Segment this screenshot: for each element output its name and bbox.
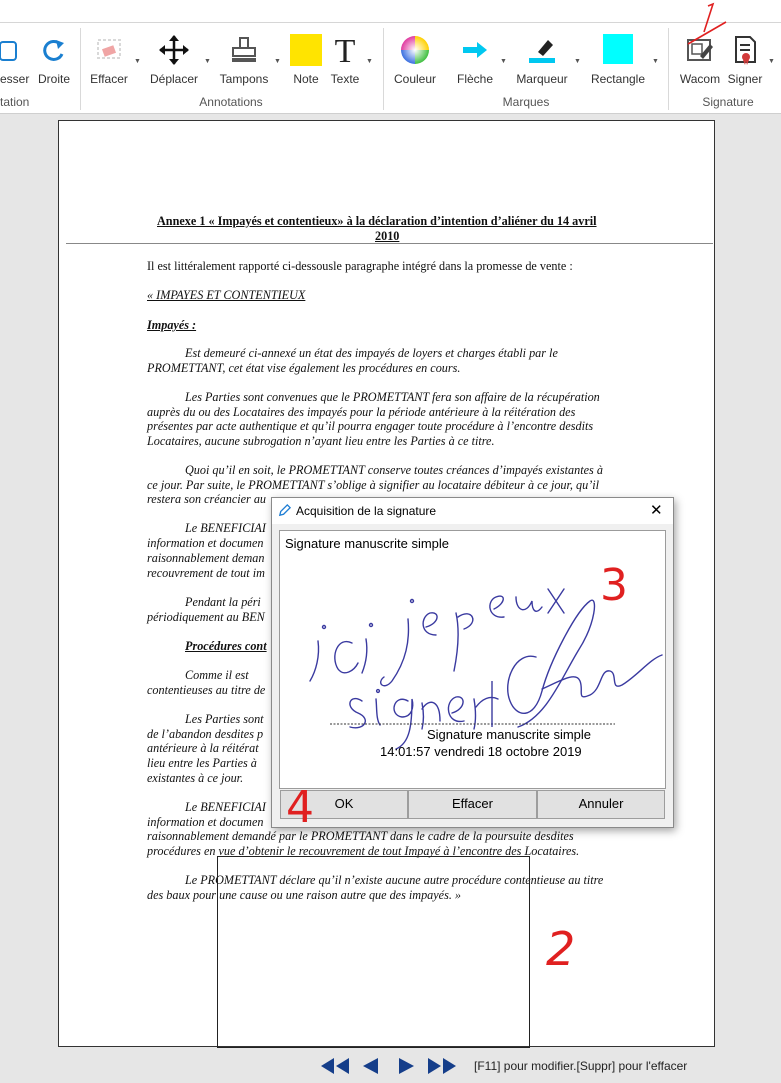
paragraph-line: information et documen	[147, 536, 264, 550]
paragraph-line: information et documen	[147, 815, 264, 829]
document-title-line-1: Annexe 1 « Impayés et contentieux» à la déclaration d’intention d’aliéner du 14 avril	[157, 214, 597, 228]
color-label: Couleur	[393, 72, 437, 86]
group-separator	[80, 28, 81, 110]
group-label-signature: Signature	[702, 95, 754, 109]
ribbon-toolbar	[0, 0, 781, 114]
signature-placement-box[interactable]	[217, 856, 530, 1048]
pen-icon	[277, 503, 292, 518]
rectangle-label: Rectangle	[590, 72, 646, 86]
heading-procedures: Procédures cont	[185, 639, 267, 653]
previous-page-icon[interactable]	[361, 1057, 379, 1075]
color-wheel-icon	[399, 34, 431, 66]
svg-text:T: T	[334, 34, 356, 66]
group-label-annotations: Annotations	[199, 95, 263, 109]
paragraph-line: Comme il est	[185, 668, 249, 682]
heading-impayes-contentieux: « IMPAYES ET CONTENTIEUX	[147, 288, 306, 302]
paragraph-line: recouvrement de tout im	[147, 566, 265, 580]
move-arrows-icon	[158, 34, 190, 66]
dialog-title-bar	[272, 498, 673, 524]
marker-dropdown-icon[interactable]: ▼	[574, 58, 581, 65]
next-page-icon[interactable]	[398, 1057, 416, 1075]
signature-caption: Signature manuscrite simple	[427, 727, 592, 742]
arrow-label: Flèche	[456, 72, 494, 86]
eraser-label: Effacer	[90, 72, 128, 86]
rectangle-button[interactable]	[586, 30, 650, 90]
rectangle-dropdown-icon[interactable]: ▼	[652, 58, 659, 65]
wacom-label: Wacom	[679, 72, 721, 86]
text-label: Texte	[330, 72, 360, 86]
paragraph-line: restera son créancier au	[147, 492, 267, 506]
dialog-title: Acquisition de la signature	[296, 504, 437, 518]
paragraph-line: Le BENEFICIAI	[185, 800, 266, 814]
text-dropdown-icon[interactable]: ▼	[366, 58, 373, 65]
move-label: Déplacer	[149, 72, 199, 86]
stamp-icon	[228, 34, 260, 66]
paragraph-line: contentieuses au titre de	[147, 683, 266, 697]
annotation-number-3: 3	[600, 560, 628, 611]
move-dropdown-icon[interactable]: ▼	[204, 58, 211, 65]
paragraph-line: auprès du ou des Locataires des impayés pour la période antérieure à la réitération des	[147, 405, 576, 419]
marker-button[interactable]	[512, 30, 572, 90]
move-button[interactable]	[146, 30, 202, 90]
sign-label: Signer	[727, 72, 763, 86]
cancel-button[interactable]: Annuler	[537, 790, 665, 819]
marker-label: Marqueur	[516, 72, 568, 86]
paragraph-line: existantes à ce jour.	[147, 771, 244, 785]
annotation-number-1	[684, 2, 732, 48]
annotation-1-text: 1	[684, 2, 685, 3]
paragraph-line: périodiquement au BEN	[147, 610, 265, 624]
sign-document-icon	[729, 34, 761, 66]
paragraph-line: Pendant la péri	[185, 595, 261, 609]
document-title-line-2: 2010	[375, 229, 400, 243]
marker-icon	[526, 34, 558, 66]
color-button[interactable]	[390, 30, 440, 90]
ribbon-title-divider	[0, 22, 781, 23]
paragraph-line: ce jour. Par suite, le PROMETTANT s’oblige à signifier au locataire débiteur à ce jour, qu’il	[147, 478, 600, 492]
annotation-number-4: 4	[286, 782, 314, 833]
close-icon[interactable]: ✕	[650, 502, 663, 519]
signature-acquisition-dialog	[271, 497, 674, 828]
paragraph-line: antérieure à la réitérat	[147, 741, 259, 755]
sticky-note-icon	[290, 34, 322, 66]
paragraph-line: Quoi qu’il en soit, le PROMETTANT conserve toutes créances d’impayés existantes à	[185, 463, 603, 477]
paragraph-line: lieu entre les Parties à	[147, 756, 257, 770]
last-page-icon[interactable]	[427, 1057, 457, 1075]
paragraph-line: Le PROMETTANT déclare qu’il n’existe aucune autre procédure contentieuse au titre	[185, 873, 604, 887]
eraser-icon	[93, 34, 125, 66]
stamps-dropdown-icon[interactable]: ▼	[274, 58, 281, 65]
group-label-rotation: tation	[0, 95, 30, 109]
ok-button[interactable]: OK	[280, 790, 408, 819]
paragraph-line: procédures en vue d’obtenir le recouvrement de tout Impayé à l’encontre des Locataires.	[147, 844, 580, 858]
note-button[interactable]	[286, 30, 326, 90]
text-button[interactable]	[326, 30, 364, 90]
paragraph-line: raisonnablement deman	[147, 551, 265, 565]
handwriting-text	[280, 531, 281, 532]
sign-dropdown-icon[interactable]: ▼	[768, 58, 775, 65]
rotate-right-button[interactable]	[34, 30, 74, 90]
paragraph-line: Les Parties sont convenues que le PROMETTANT fera son affaire de la récupération	[185, 390, 600, 404]
stamps-label: Tampons	[219, 72, 269, 86]
title-rule	[66, 243, 713, 244]
signature-pad-header: Signature manuscrite simple	[285, 536, 450, 551]
rotate-right-icon	[38, 34, 70, 66]
paragraph-line: PROMETTANT, cet état vise également les procédures en cours.	[147, 361, 461, 375]
signature-timestamp: 14:01:57 vendredi 18 octobre 2019	[380, 744, 582, 759]
paragraph-line: Locataires, aucune subrogation n’ayant lieu entre les Parties à ce titre.	[147, 434, 495, 448]
rotate-right-label: Droite	[37, 72, 70, 86]
paragraph-line: Le BENEFICIAI	[185, 521, 266, 535]
heading-impayes: Impayés :	[147, 318, 197, 332]
paragraph-line: des baux pour une cause ou une raison autre que des impayés. »	[147, 888, 462, 902]
stamps-button[interactable]	[216, 30, 272, 90]
paragraph-line: présentes par acte authentique et qu’il pourra engager toute procédure à l’encontre desdits	[147, 419, 594, 433]
edit-hint-text: [F11] pour modifier.[Suppr] pour l'effacer	[474, 1059, 688, 1073]
eraser-dropdown-icon[interactable]: ▼	[134, 58, 141, 65]
arrow-button[interactable]	[452, 30, 498, 90]
arrow-dropdown-icon[interactable]: ▼	[500, 58, 507, 65]
rotate-left-button[interactable]	[0, 30, 30, 90]
note-label: Note	[293, 72, 319, 86]
rectangle-icon	[603, 34, 633, 64]
paragraph-line: de l’abandon desdites p	[147, 727, 264, 741]
group-separator	[668, 28, 669, 110]
group-label-marques: Marques	[502, 95, 550, 109]
rotate-left-label: esser	[0, 72, 30, 86]
first-page-icon[interactable]	[320, 1057, 350, 1075]
eraser-button[interactable]	[86, 30, 132, 90]
paragraph-line: raisonnablement demandé par le PROMETTANT dans le cadre de la poursuite desdites	[147, 829, 574, 843]
intro-paragraph: Il est littéralement rapporté ci-dessousle paragraphe intégré dans la promesse de vente :	[147, 259, 573, 273]
rotate-left-icon	[0, 34, 30, 66]
arrow-icon	[459, 34, 491, 66]
clear-button[interactable]: Effacer	[408, 790, 537, 819]
annotation-number-2: 2	[546, 922, 576, 976]
group-separator	[383, 28, 384, 110]
paragraph-line: Est demeuré ci-annexé un état des impayés de loyers et charges établi par le	[185, 346, 558, 360]
text-t-icon	[329, 34, 361, 66]
paragraph-line: Les Parties sont	[185, 712, 264, 726]
